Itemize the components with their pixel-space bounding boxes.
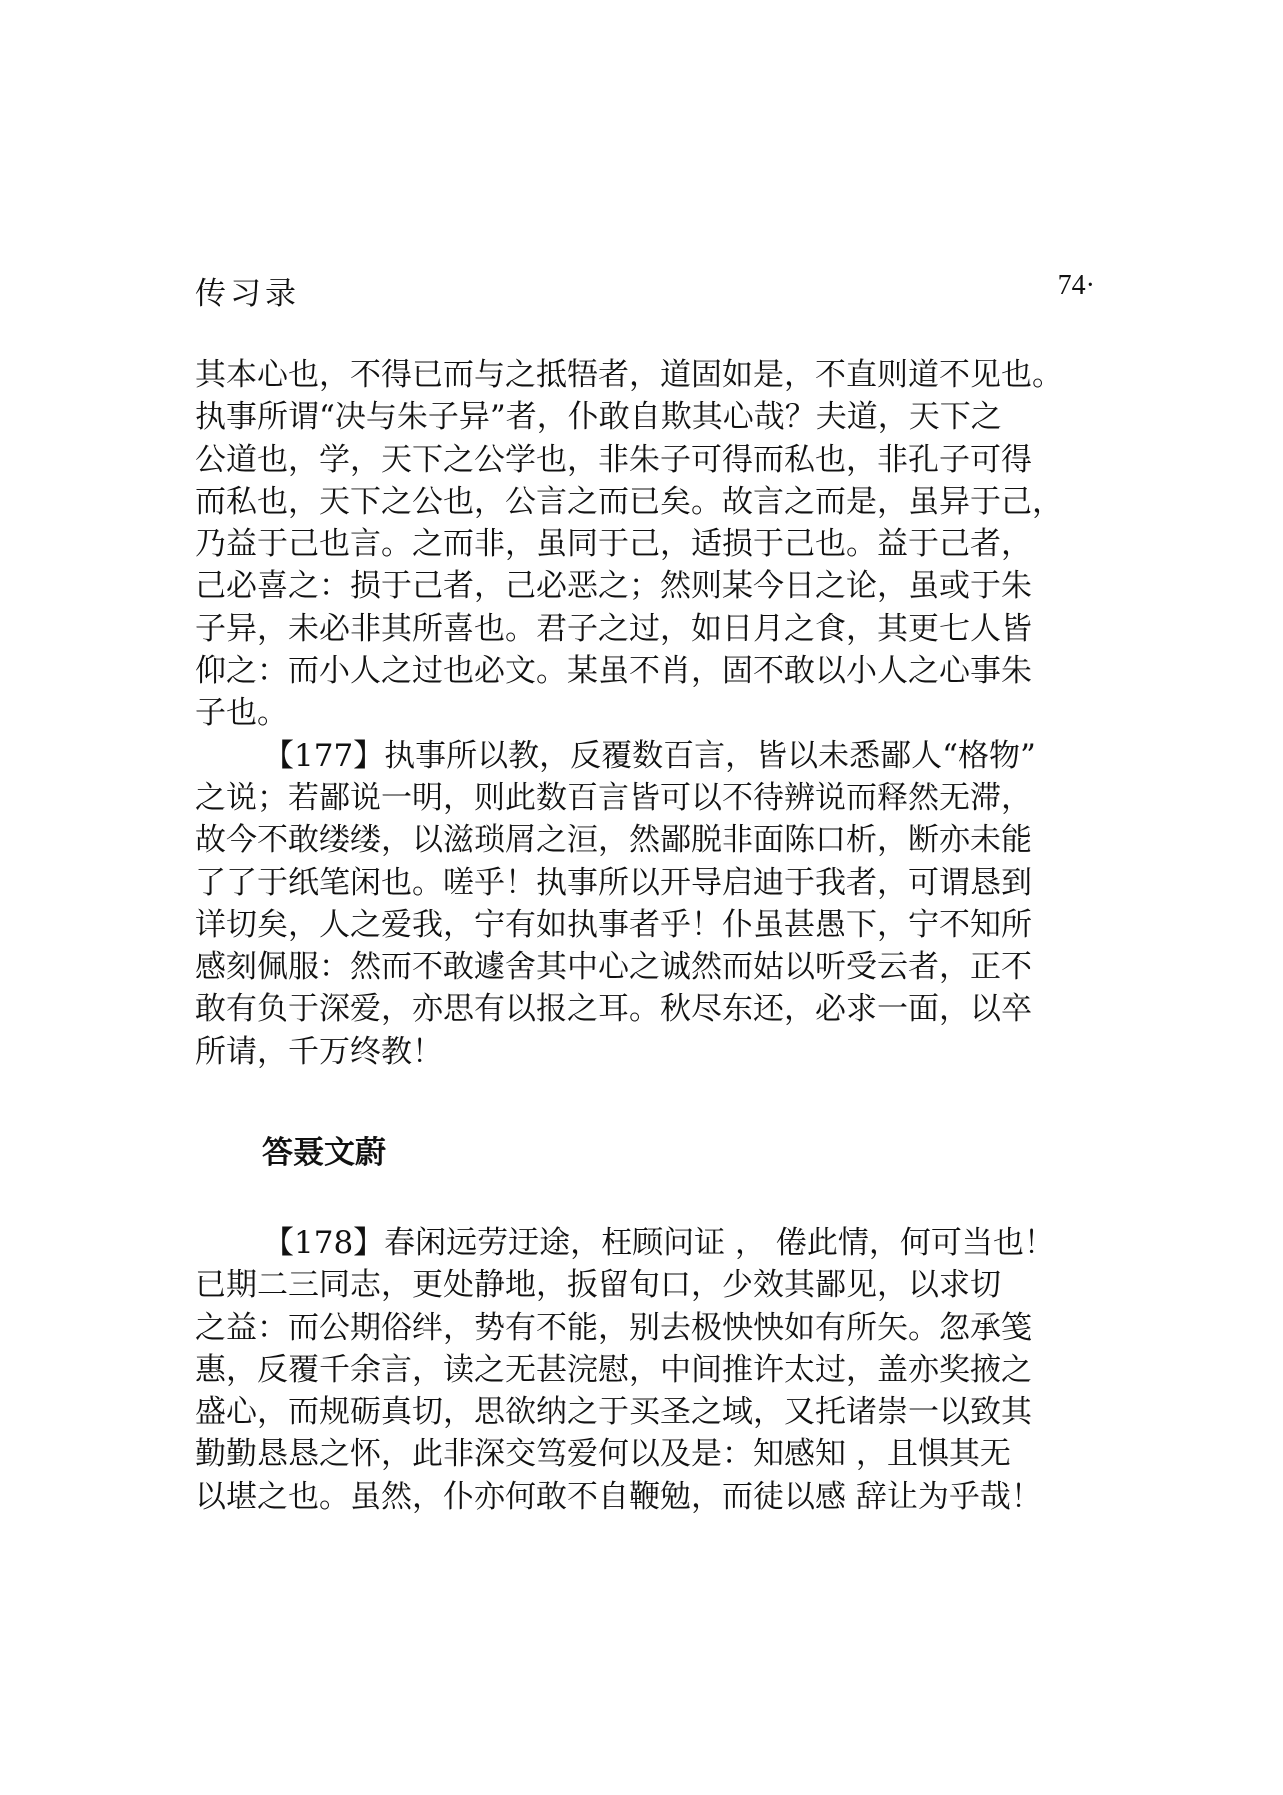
paragraph-177-start: 【177】执事所以教，反覆数百言，皆以未悉鄙人“格物” <box>263 737 1036 774</box>
text-line: 乃益于己也言。之而非，虽同于己，适损于己也。益于己者， <box>195 526 1032 563</box>
text-line: 所请，千万终教！ <box>195 1033 443 1070</box>
text-line: 仰之：而小人之过也必文。某虽不肖，固不敢以小人之心事朱 <box>195 653 1032 690</box>
text-line: 故今不敢缕缕，以滋琐屑之洹，然鄙脱非面陈口析，断亦未能 <box>195 822 1032 859</box>
text-line: 感刻佩服：然而不敢遽舍其中心之诚然而姑以听受云者，正不 <box>195 949 1032 986</box>
text-line: 其本心也，不得已而与之抵牾者，道固如是，不直则道不见也。 <box>195 357 1063 393</box>
text-line: 而私也，天下之公也，公言之而已矣。故言之而是，虽异于己， <box>195 483 1063 520</box>
text-block-letter-continuation <box>195 354 1105 1073</box>
text-line: 执事所谓“决与朱子异”者，仆敢自欺其心哉？夫道，天下之 <box>195 399 1002 436</box>
text-line: 公道也，学，天下之公学也，非朱子可得而私也，非孔子可得 <box>195 441 1032 478</box>
text-line: 子也。 <box>195 695 288 732</box>
text-line: 详切矣，人之爱我，宁有如执事者乎！仆虽甚愚下，宁不知所 <box>195 906 1032 943</box>
section-heading: 答聂文蔚 <box>262 1135 386 1171</box>
text-line: 之益：而公期俗绊，势有不能，别去极怏怏如有所矢。忽承笺 <box>195 1309 1032 1346</box>
text-line: 己必喜之：损于己者，己必恶之；然则某今日之论，虽或于朱 <box>195 568 1032 605</box>
paragraph-178-start: 【178】春闲远劳迂途，枉顾问证 ， 倦此情，何可当也！ <box>263 1225 1055 1261</box>
text-line: 以堪之也。虽然，仆亦何敢不自鞭勉，而徒以感 辞让为乎哉！ <box>195 1478 1042 1515</box>
text-line: 之说；若鄙说一明，则此数百言皆可以不待辨说而释然无滞， <box>195 779 1032 816</box>
text-line: 惠，反覆千余言，读之无甚浣慰，中间推许太过，盖亦奖掖之 <box>195 1351 1032 1388</box>
text-line: 敢有负于深爱，亦思有以报之耳。秋尽东还，必求一面，以卒 <box>195 991 1032 1028</box>
book-title: 传习录 <box>195 276 300 312</box>
text-line: 盛心，而规砺真切，思欲纳之于买圣之域，又托诸崇一以致其 <box>195 1394 1032 1431</box>
page-header <box>195 268 1095 312</box>
text-line: 子异，未必非其所喜也。君子之过，如日月之食，其更七人皆 <box>195 610 1032 647</box>
text-block-reply-letter <box>195 1222 1105 1518</box>
text-line: 勤勤恳恳之怀，此非深交笃爱何以及是：知感知 ，且惧其无 <box>195 1436 1011 1473</box>
page-number: 74· <box>1057 270 1095 301</box>
text-line: 已期二三同志，更处静地，扳留旬口，少效其鄙见，以求切 <box>195 1267 1001 1304</box>
text-line: 了了于纸笔闲也。嗟乎！执事所以开导启迪于我者，可谓恳到 <box>195 864 1032 901</box>
